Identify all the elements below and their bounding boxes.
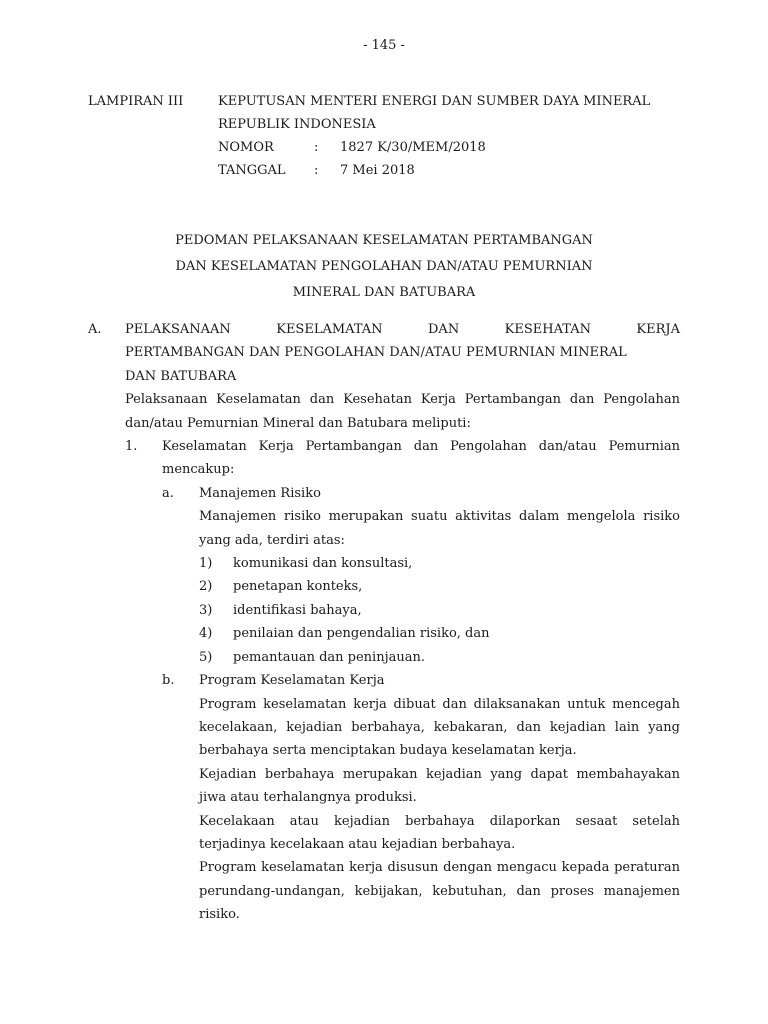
list-item-text: penetapan konteks,: [233, 579, 363, 595]
section-a-heading-line-2: PERTAMBANGAN DAN PENGOLAHAN DAN/ATAU PEMURNIAN MINERAL: [125, 345, 627, 361]
tanggal-label: TANGGAL: [218, 163, 286, 178]
tanggal-colon: :: [314, 163, 319, 178]
header-row-1: [88, 90, 650, 113]
list-item: [199, 622, 680, 645]
sub-item-b-paragraph-3: Kecelakaan atau kejadian berbahaya dilaporkan sesaat setelah terjadinya kecelakaan atau kejadian berbahaya.: [199, 813, 680, 852]
section-a-heading: [88, 318, 680, 388]
list-item: [199, 646, 680, 669]
list-item-text: komunikasi dan konsultasi,: [233, 556, 413, 572]
section-a-heading-line-3: DAN BATUBARA: [125, 368, 237, 384]
section-a-heading-line-1: PELAKSANAAN KESELAMATAN DAN KESEHATAN KERJA: [125, 322, 680, 337]
list-item: [199, 552, 680, 575]
sub-item-b-marker: b.: [162, 673, 175, 689]
sub-item-b-paragraph-1: Program keselamatan kerja dibuat dan dilaksanakan untuk mencegah kecelakaan, kejadian berbahaya, kebakaran, dan kejadian lain yang berbahaya serta menciptakan budaya keselamatan kerja.: [199, 696, 680, 759]
nomor-value: 1827 K/30/MEM/2018: [340, 140, 486, 155]
attachment-label: LAMPIRAN III: [88, 94, 184, 109]
item-1-marker: 1.: [125, 439, 138, 455]
list-item-marker: 2): [199, 579, 213, 595]
list-item-marker: 3): [199, 602, 213, 618]
nomor-colon: :: [314, 140, 319, 155]
sub-item-b: [162, 669, 680, 692]
sub-item-b-paragraph-2: Kejadian berbahaya merupakan kejadian yang dapat membahayakan jiwa atau terhalangnya produksi.: [199, 766, 680, 806]
list-item-marker: 1): [199, 556, 213, 572]
document-body: [88, 318, 680, 927]
sub-item-a-description: Manajemen risiko merupakan suatu aktivitas dalam mengelola risiko yang ada, terdiri atas:: [199, 509, 680, 548]
list-item-text: identifikasi bahaya,: [233, 602, 362, 618]
item-1: [125, 435, 680, 482]
title-line-2: DAN KESELAMATAN PENGOLAHAN DAN/ATAU PEMURNIAN: [175, 259, 593, 274]
title-line-1: PEDOMAN PELAKSANAAN KESELAMATAN PERTAMBANGAN: [175, 233, 593, 248]
section-a-intro: Pelaksanaan Keselamatan dan Kesehatan Kerja Pertambangan dan Pengolahan dan/atau Pemurnian Mineral dan Batubara meliputi:: [125, 392, 680, 431]
decree-title-line-1: KEPUTUSAN MENTERI ENERGI DAN SUMBER DAYA MINERAL: [218, 94, 651, 109]
attachment-header: [88, 90, 650, 182]
list-item-marker: 4): [199, 626, 213, 642]
sub-item-a-marker: a.: [162, 485, 174, 501]
list-item-marker: 5): [199, 649, 213, 665]
page-number: - 145 -: [363, 38, 405, 53]
item-1-text: Keselamatan Kerja Pertambangan dan Pengolahan dan/atau Pemurnian mencakup:: [162, 439, 680, 478]
decree-title-line-2: REPUBLIK INDONESIA: [218, 117, 376, 132]
document-title: [0, 228, 768, 306]
header-row-2: [88, 113, 650, 136]
list-item-text: pemantauan dan peninjauan.: [233, 649, 425, 665]
section-a-marker: A.: [88, 322, 102, 337]
header-row-tanggal: [88, 159, 650, 182]
list-item: [199, 599, 680, 622]
title-line-3: MINERAL DAN BATUBARA: [292, 285, 476, 300]
sub-item-b-paragraph-4: Program keselamatan kerja disusun dengan mengacu kepada peraturan perundang-undangan, kebijakan, kebutuhan, dan proses manajemen risiko.: [199, 860, 680, 923]
header-row-nomor: [88, 136, 650, 159]
sub-item-b-heading: Program Keselamatan Kerja: [199, 673, 385, 689]
tanggal-value: 7 Mei 2018: [340, 163, 415, 178]
nomor-label: NOMOR: [218, 140, 274, 155]
sub-item-a-heading: Manajemen Risiko: [199, 485, 321, 501]
list-item: [199, 575, 680, 598]
list-item-text: penilaian dan pengendalian risiko, dan: [233, 626, 490, 642]
sub-item-a: [162, 482, 680, 505]
